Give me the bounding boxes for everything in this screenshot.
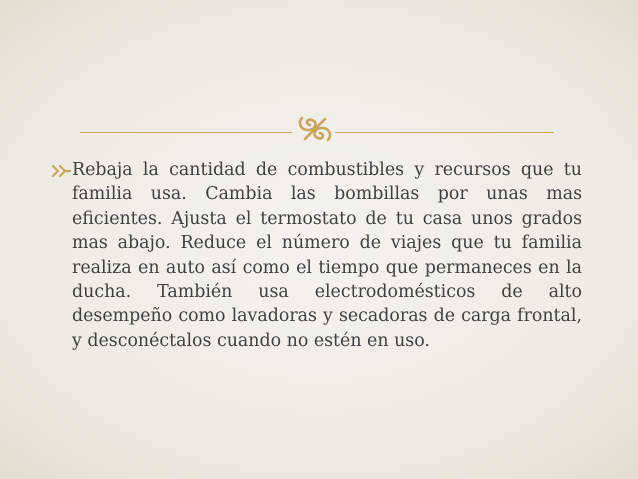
divider-right [335,132,554,133]
divider-left [80,132,292,133]
flourish-ornament-icon [296,112,334,146]
body-paragraph: Rebaja la cantidad de combustibles y recursos que tu familia usa. Cambia las bombillas por unas mas eficientes. Ajusta el termostato de tu casa unos grados mas abajo. Reduce el número de viajes que tu familia realiza en auto así como el tiempo que permaneces en la ducha. También usa electrodomésticos de alto desempeño como lavadoras y secadoras de carga frontal, y desconéctalos cuando no estén en uso. [72,160,582,351]
double-arrow-bullet-icon [50,163,72,179]
